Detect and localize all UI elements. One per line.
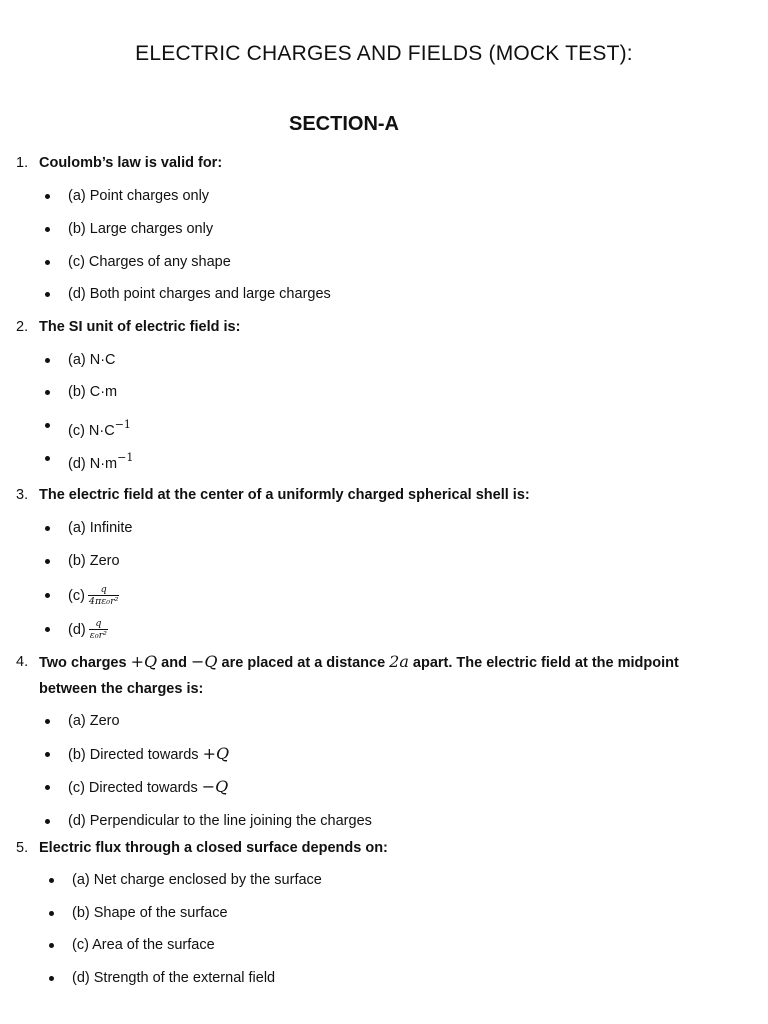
bullet-icon [49,878,54,883]
option-5b: (b) Shape of the surface [72,903,228,923]
question-text: Two charges +Q and −Q are placed at a distance 2a apart. The electric field at the midpoint between the charges is: [39,652,679,697]
bullet-icon [45,260,50,265]
option-2d: (d) $N\cdot m^{-1}$ [68,448,133,474]
option-5c: (c) Area of the surface [72,935,215,955]
bullet-icon [45,292,50,297]
exponent: −1 [114,418,131,431]
question-2 [16,314,736,340]
question-number: 4. [16,654,29,670]
option-1b: (b) Large charges only [68,219,213,239]
bullet-icon [45,456,50,461]
option-3a: (a) Infinite [68,518,132,538]
option-2a: (a) N·C [68,350,116,370]
option-4a: (a) Zero [68,711,120,731]
question-1 [16,150,736,176]
option-1a: (a) Point charges only [68,186,209,206]
question-number: 3. [16,487,29,503]
option-3c: (c) $\frac{q}{\text{4πε₀r²}}$ [68,585,119,607]
question-text: The electric field at the center of a uniformly charged spherical shell is: [39,487,530,503]
question-text: The SI unit of electric field is: [39,319,241,335]
bullet-icon [49,943,54,948]
question-number: 5. [16,840,29,856]
bullet-icon [45,785,50,790]
question-4 [16,649,736,702]
bullet-icon [45,526,50,531]
option-3b: (b) Zero [68,551,120,571]
question-text: Coulomb’s law is valid for: [39,155,223,171]
option-5d: (d) Strength of the external field [72,968,275,988]
bullet-icon [45,559,50,564]
bullet-icon [45,819,50,824]
option-1d: (d) Both point charges and large charges [68,284,331,304]
bullet-icon [45,423,50,428]
question-3 [16,482,736,508]
question-number: 2. [16,319,29,335]
option-3d: (d) $\frac{q}{\text{ε₀r²}}$ [68,619,108,641]
section-heading: SECTION-A [289,113,399,135]
option-4b: (b) Directed towards +Q [68,744,229,765]
question-5 [16,835,736,861]
bullet-icon [45,194,50,199]
bullet-icon [45,752,50,757]
bullet-icon [49,911,54,916]
bullet-icon [45,627,50,632]
question-text: Electric flux through a closed surface depends on: [39,840,388,856]
fraction: $\frac{q}{\text{ε₀r²}}$ [89,618,107,641]
page-title: ELECTRIC CHARGES AND FIELDS (MOCK TEST): [135,42,633,65]
bullet-icon [49,976,54,981]
option-2b: (b) C·m [68,382,117,402]
option-1c: (c) Charges of any shape [68,252,231,272]
option-2c: (c) $N\cdot C^{-1}$ [68,415,131,441]
bullet-icon [45,358,50,363]
fraction: $\frac{q}{\text{4πε₀r²}}$ [88,584,119,607]
bullet-icon [45,719,50,724]
option-4d: (d) Perpendicular to the line joining the charges [68,811,372,831]
bullet-icon [45,593,50,598]
bullet-icon [45,227,50,232]
option-4c: (c) Directed towards −Q [68,777,228,798]
option-5a: (a) Net charge enclosed by the surface [72,870,322,890]
exponent: −1 [117,451,134,464]
bullet-icon [45,390,50,395]
question-number: 1. [16,155,29,171]
